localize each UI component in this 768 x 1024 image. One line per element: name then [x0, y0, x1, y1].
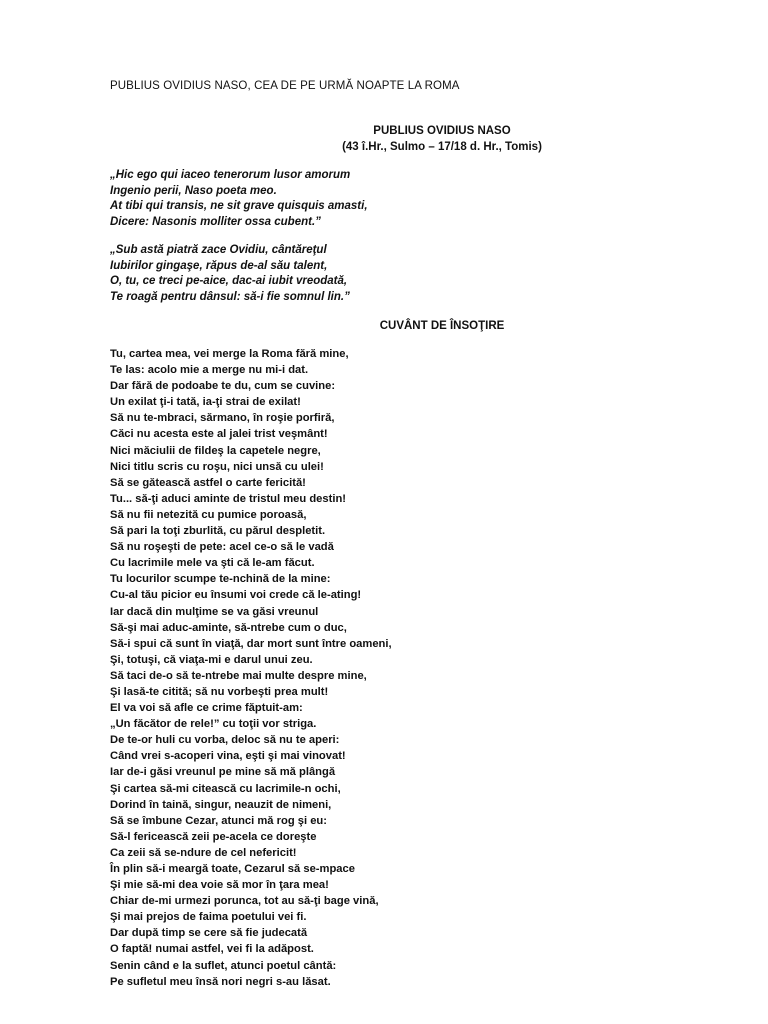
poem-line: Chiar de-mi urmezi porunca, tot au să-ţi bage vină,	[110, 895, 379, 908]
poem-line: Cu lacrimile mele va şti că le-am făcut.	[110, 557, 315, 570]
poem-line: O faptă! numai astfel, vei fi la adăpost.	[110, 943, 314, 956]
poem-line: Tu locurilor scumpe te-nchină de la mine:	[110, 573, 331, 586]
poem-line: Să nu fii netezită cu pumice poroasă,	[110, 508, 307, 521]
poem-line: Pe sufletul meu însă nori negri s-au lăsat.	[110, 975, 331, 988]
poem-line: Să pari la toţi zburlită, cu părul despletit.	[110, 525, 326, 538]
poem-line: Şi cartea să-mi citească cu lacrimile-n ochi,	[110, 782, 341, 795]
poem-line: Dorind în taină, singur, neauzit de nimeni,	[110, 798, 332, 811]
poem-line: Să se îmbune Cezar, atunci mă rog şi eu:	[110, 814, 327, 827]
poem-line: Iar de-i găsi vreunul pe mine să mă plângă	[110, 766, 336, 779]
epitaph-romanian-line: O, tu, ce treci pe-aice, dac-ai iubit vreodată,	[110, 275, 348, 287]
page-title: PUBLIUS OVIDIUS NASO	[373, 125, 511, 137]
poem-line: Să-i spui că sunt în viaţă, dar mort sunt între oameni,	[110, 637, 392, 650]
poem-line: Dar după timp se cere să fie judecată	[110, 927, 308, 940]
poem-line: El va voi să afle ce crime făptuit-am:	[110, 702, 303, 715]
poem-line: „Un făcător de rele!” cu toţii vor striga.	[110, 718, 317, 731]
section-title: CUVÂNT DE ÎNSOŢIRE	[379, 320, 505, 332]
poem-line: Dar fără de podoabe te du, cum se cuvine:	[110, 380, 336, 393]
poem-line: Când vrei s-acoperi vina, eşti şi mai vinovat!	[110, 750, 346, 763]
epitaph-latin	[110, 168, 368, 230]
poem-line: Să nu te-mbraci, sărmano, în roşie porfiră,	[110, 412, 335, 425]
poem-line: Să-l fericească zeii pe-acela ce doreşte	[110, 830, 317, 843]
poem-line: Şi mie să-mi dea voie să mor în ţara mea!	[110, 879, 329, 892]
poem-line: Un exilat ţi-i tată, ia-ţi strai de exilat!	[110, 396, 301, 409]
title-block	[0, 123, 768, 155]
poem-line: În plin să-i meargă toate, Cezarul să se-mpace	[110, 863, 355, 875]
page-subtitle: (43 î.Hr., Sulmo – 17/18 d. Hr., Tomis)	[342, 141, 542, 153]
poem-line: Iar dacă din mulţime se va găsi vreunul	[110, 605, 319, 618]
epitaph-romanian	[110, 243, 350, 305]
epitaph-latin-line: At tibi qui transis, ne sit grave quisquis amasti,	[110, 200, 368, 212]
poem-line: Să taci de-o să te-ntrebe mai multe despre mine,	[110, 669, 367, 682]
poem-line: Şi lasă-te citită; să nu vorbeşti prea mult!	[110, 685, 329, 698]
poem-line: De te-or huli cu vorba, deloc să nu te aperi:	[110, 734, 340, 747]
poem-line: Să-şi mai aduc-aminte, să-ntrebe cum o duc,	[110, 621, 347, 634]
epitaph-romanian-line: „Sub astă piatră zace Ovidiu, cântăreţul	[110, 244, 327, 256]
epitaph-latin-line: Ingenio perii, Naso poeta meo.	[110, 184, 277, 197]
poem-line: Să nu roşeşti de pete: acel ce-o să le vadă	[110, 541, 334, 554]
epitaph-romanian-line: Te roagă pentru dânsul: să-i fie somnul lin.”	[110, 290, 350, 303]
poem-line: Senin când e la suflet, atunci poetul cântă:	[110, 959, 337, 972]
epitaph-latin-line: Dicere: Nasonis molliter ossa cubent.”	[110, 215, 321, 228]
document-header: PUBLIUS OVIDIUS NASO, CEA DE PE URMĂ NOAPTE LA ROMA	[110, 80, 460, 92]
poem-line: Şi, totuşi, că viaţa-mi e darul unui zeu.	[110, 653, 313, 666]
epitaph-romanian-line: Iubirilor gingaşe, răpus de-al său talent,	[110, 259, 328, 272]
poem-line: Şi mai prejos de faima poetului vei fi.	[110, 911, 307, 924]
epitaph-latin-line: „Hic ego qui iaceo tenerorum lusor amorum	[110, 169, 351, 181]
poem-line: Ca zeii să se-ndure de cel nefericit!	[110, 846, 297, 859]
poem-line: Cu-al tău picior eu însumi voi crede că le-ating!	[110, 589, 362, 602]
poem-body	[110, 346, 392, 990]
poem-line: Nici titlu scris cu roşu, nici unsă cu ulei!	[110, 460, 324, 473]
poem-line: Căci nu acesta este al jalei trist veşmânt!	[110, 428, 328, 441]
poem-line: Te las: acolo mie a merge nu mi-i dat.	[110, 364, 309, 377]
poem-line: Tu, cartea mea, vei merge la Roma fără mine,	[110, 348, 349, 360]
poem-line: Nici măciulii de fildeş la capetele negre,	[110, 444, 321, 457]
poem-line: Tu... să-ţi aduci aminte de tristul meu destin!	[110, 492, 347, 505]
poem-line: Să se gătească astfel o carte fericită!	[110, 476, 306, 489]
